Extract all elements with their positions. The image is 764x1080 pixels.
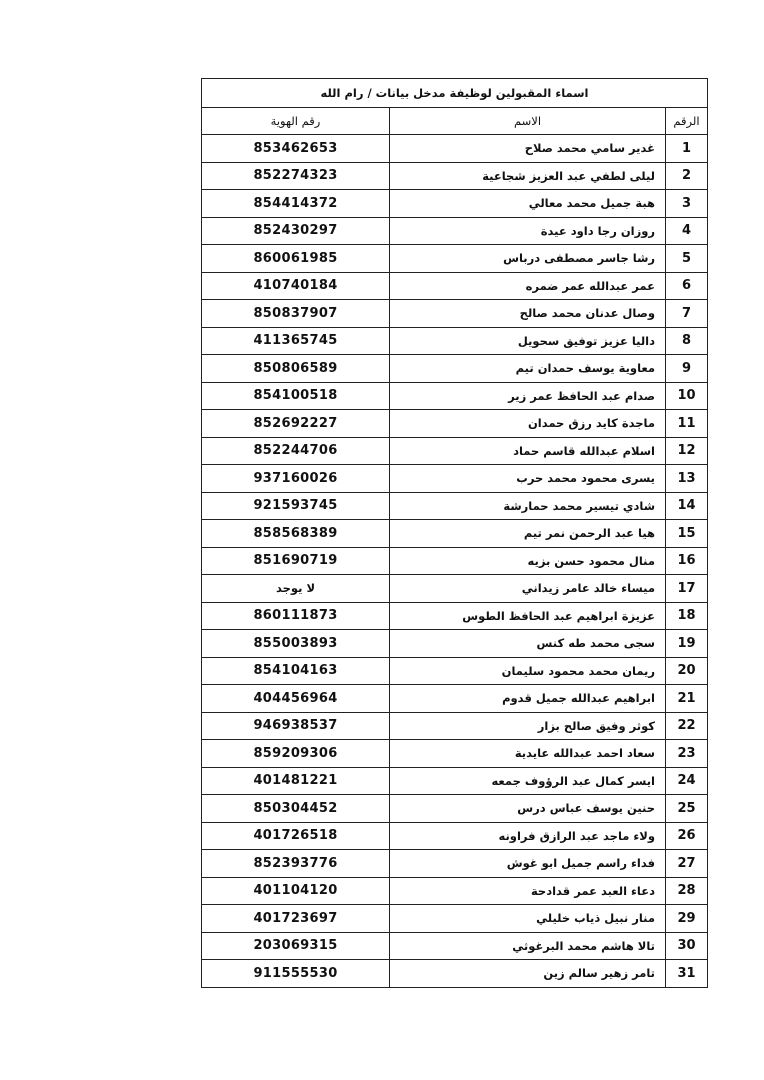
row-number: 22 (666, 712, 708, 740)
person-name: تالا هاشم محمد البرغوثي (390, 932, 666, 960)
row-number: 7 (666, 300, 708, 328)
row-number: 17 (666, 575, 708, 603)
row-number: 24 (666, 767, 708, 795)
table-row (202, 520, 708, 548)
row-number: 21 (666, 685, 708, 713)
person-name: هبة جميل محمد معالي (390, 190, 666, 218)
person-name: روزان رجا داود عيدة (390, 217, 666, 245)
row-number: 13 (666, 465, 708, 493)
id-number: 850806589 (202, 355, 390, 383)
person-name: ريمان محمد محمود سليمان (390, 657, 666, 685)
column-header-number: الرقم (666, 108, 708, 135)
id-number: 852692227 (202, 410, 390, 438)
person-name: عزيزة ابراهيم عبد الحافظ الطوس (390, 602, 666, 630)
table-row (202, 685, 708, 713)
row-number: 8 (666, 327, 708, 355)
row-number: 1 (666, 135, 708, 163)
id-number: 850304452 (202, 795, 390, 823)
table-row (202, 382, 708, 410)
id-number: 852430297 (202, 217, 390, 245)
table-row (202, 767, 708, 795)
person-name: فداء راسم جميل ابو غوش (390, 850, 666, 878)
table-row (202, 162, 708, 190)
id-number: 921593745 (202, 492, 390, 520)
table-row (202, 905, 708, 933)
id-number: 852244706 (202, 437, 390, 465)
id-number: 854414372 (202, 190, 390, 218)
table-row (202, 547, 708, 575)
id-number: 404456964 (202, 685, 390, 713)
person-name: ابراهيم عبدالله جميل قدوم (390, 685, 666, 713)
row-number: 25 (666, 795, 708, 823)
row-number: 26 (666, 822, 708, 850)
row-number: 19 (666, 630, 708, 658)
person-name: منار نبيل ذياب خليلي (390, 905, 666, 933)
id-number: 401481221 (202, 767, 390, 795)
person-name: سجى محمد طه كنس (390, 630, 666, 658)
table-row (202, 822, 708, 850)
id-number: 854104163 (202, 657, 390, 685)
accepted-list-table (201, 78, 708, 988)
table-row (202, 630, 708, 658)
person-name: تامر زهير سالم زين (390, 960, 666, 988)
person-name: وصال عدنان محمد صالح (390, 300, 666, 328)
id-number: 203069315 (202, 932, 390, 960)
table-row (202, 327, 708, 355)
person-name: ليلى لطفي عبد العزيز شجاعية (390, 162, 666, 190)
row-number: 3 (666, 190, 708, 218)
person-name: داليا عزيز توفيق سحويل (390, 327, 666, 355)
row-number: 28 (666, 877, 708, 905)
row-number: 14 (666, 492, 708, 520)
id-number: 854100518 (202, 382, 390, 410)
table-row (202, 877, 708, 905)
table-row (202, 960, 708, 988)
row-number: 12 (666, 437, 708, 465)
table-title: اسماء المقبولين لوظيفة مدخل بيانات / رام الله (202, 79, 708, 108)
row-number: 15 (666, 520, 708, 548)
row-number: 16 (666, 547, 708, 575)
table-row (202, 300, 708, 328)
table-row (202, 437, 708, 465)
id-number: 401723697 (202, 905, 390, 933)
row-number: 9 (666, 355, 708, 383)
id-number: 859209306 (202, 740, 390, 768)
table-row (202, 465, 708, 493)
table-row (202, 410, 708, 438)
table-title-row (202, 79, 708, 108)
person-name: هيا عبد الرحمن نمر تيم (390, 520, 666, 548)
id-number: 850837907 (202, 300, 390, 328)
id-number: 855003893 (202, 630, 390, 658)
row-number: 20 (666, 657, 708, 685)
row-number: 6 (666, 272, 708, 300)
row-number: 27 (666, 850, 708, 878)
person-name: ولاء ماجد عبد الرازق فراونه (390, 822, 666, 850)
table-row (202, 355, 708, 383)
person-name: يسرى محمود محمد حرب (390, 465, 666, 493)
table-row (202, 657, 708, 685)
id-number: 946938537 (202, 712, 390, 740)
person-name: ميساء خالد عامر زيداني (390, 575, 666, 603)
person-name: غدير سامي محمد صلاح (390, 135, 666, 163)
row-number: 23 (666, 740, 708, 768)
person-name: كوثر وفيق صالح بزار (390, 712, 666, 740)
row-number: 18 (666, 602, 708, 630)
person-name: منال محمود حسن بزيه (390, 547, 666, 575)
id-number: 860061985 (202, 245, 390, 273)
table-row (202, 272, 708, 300)
id-number: 858568389 (202, 520, 390, 548)
id-number: 852274323 (202, 162, 390, 190)
table-row (202, 492, 708, 520)
id-number: 401104120 (202, 877, 390, 905)
person-name: سعاد احمد عبدالله عايدية (390, 740, 666, 768)
table-row (202, 740, 708, 768)
row-number: 11 (666, 410, 708, 438)
person-name: حنين يوسف عباس درس (390, 795, 666, 823)
id-number: 851690719 (202, 547, 390, 575)
id-number: 411365745 (202, 327, 390, 355)
row-number: 31 (666, 960, 708, 988)
row-number: 5 (666, 245, 708, 273)
row-number: 2 (666, 162, 708, 190)
table-row (202, 712, 708, 740)
row-number: 30 (666, 932, 708, 960)
column-header-id: رقم الهوية (202, 108, 390, 135)
person-name: شادي تيسير محمد حمارشة (390, 492, 666, 520)
document-page (201, 78, 707, 988)
id-number: 911555530 (202, 960, 390, 988)
table-row (202, 575, 708, 603)
column-header-name: الاسم (390, 108, 666, 135)
id-number: لا يوجد (202, 575, 390, 603)
table-row (202, 795, 708, 823)
table-header-row (202, 108, 708, 135)
table-row (202, 602, 708, 630)
person-name: اسلام عبدالله قاسم حماد (390, 437, 666, 465)
person-name: دعاء العبد عمر قدادحة (390, 877, 666, 905)
person-name: ايسر كمال عبد الرؤوف جمعه (390, 767, 666, 795)
person-name: رشا جاسر مصطفى درباس (390, 245, 666, 273)
table-row (202, 850, 708, 878)
id-number: 853462653 (202, 135, 390, 163)
table-row (202, 217, 708, 245)
table-row (202, 932, 708, 960)
table-row (202, 190, 708, 218)
person-name: صدام عبد الحافظ عمر زير (390, 382, 666, 410)
person-name: معاوية يوسف حمدان تيم (390, 355, 666, 383)
id-number: 401726518 (202, 822, 390, 850)
table-row (202, 135, 708, 163)
row-number: 29 (666, 905, 708, 933)
row-number: 10 (666, 382, 708, 410)
person-name: عمر عبدالله عمر ضمره (390, 272, 666, 300)
id-number: 852393776 (202, 850, 390, 878)
id-number: 410740184 (202, 272, 390, 300)
id-number: 860111873 (202, 602, 390, 630)
table-row (202, 245, 708, 273)
person-name: ماجدة كايد رزق حمدان (390, 410, 666, 438)
row-number: 4 (666, 217, 708, 245)
id-number: 937160026 (202, 465, 390, 493)
